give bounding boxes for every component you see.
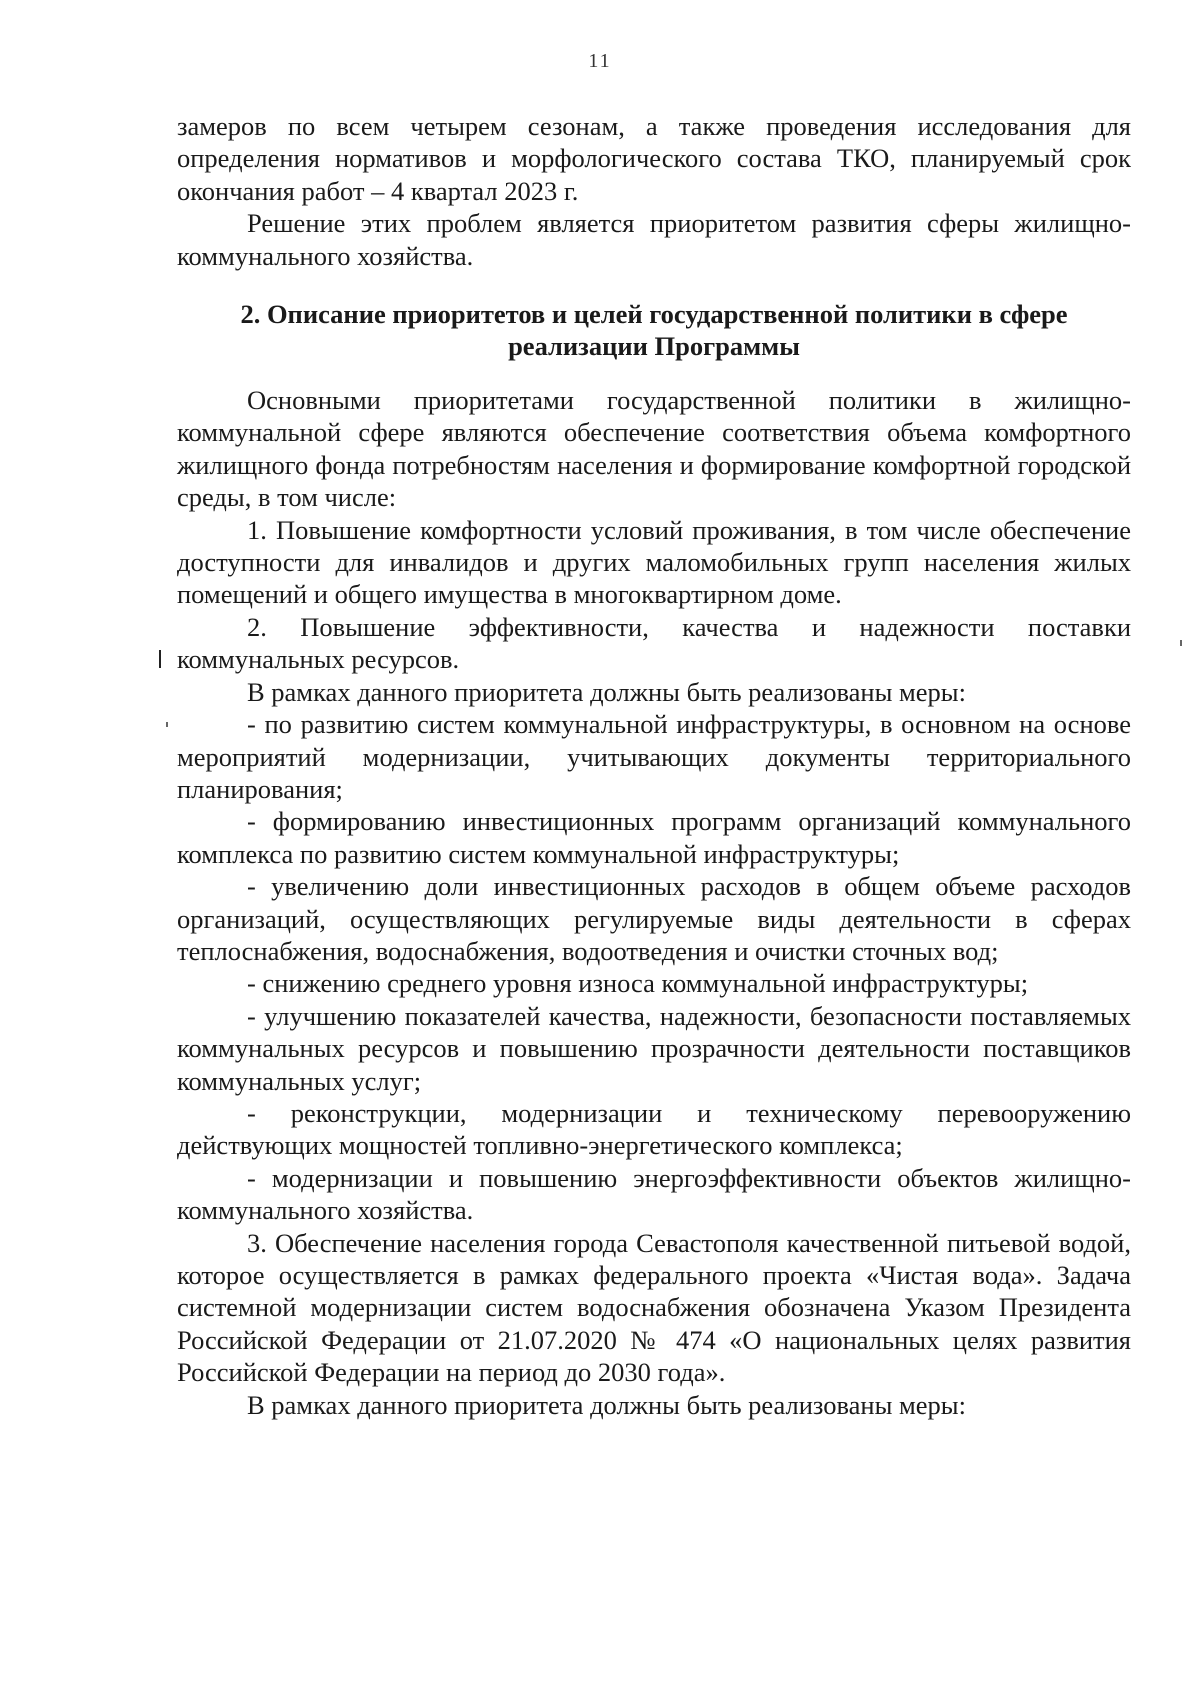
section-heading: 2. Описание приоритетов и целей государственной политики в сфере реализации Программы xyxy=(240,299,1068,362)
priority-item-1: 1. Повышение комфортности условий проживания, в том числе обеспечение доступности для инвалидов и других маломобильных групп населения жилых помещений и общего имущества в многоквартирном доме. xyxy=(177,514,1131,610)
list-item: - модернизации и повышению энергоэффективности объектов жилищно-коммунального хозяйства. xyxy=(177,1162,1131,1226)
list-item: - улучшению показателей качества, надежности, безопасности поставляемых коммунальных ресурсов и повышению прозрачности деятельности поставщиков коммунальных услуг; xyxy=(177,1000,1131,1096)
list-item: - по развитию систем коммунальной инфраструктуры, в основном на основе мероприятий модернизации, учитывающих документы территориального планирования; xyxy=(177,709,1131,804)
list-item: - формированию инвестиционных программ организаций коммунального комплекса по развитию систем коммунальной инфраструктуры; xyxy=(177,806,1131,869)
paragraph: Решение этих проблем является приоритетом развития сферы жилищно-коммунального хозяйства. xyxy=(177,208,1131,271)
list-item: - увеличению доли инвестиционных расходов в общем объеме расходов организаций, осуществляющих регулируемые виды деятельности в сферах теплоснабжения, водоснабжения, водоотведения и очистки сточных вод; xyxy=(177,871,1131,966)
paragraph: В рамках данного приоритета должны быть реализованы меры: xyxy=(247,1389,966,1420)
list-item: - реконструкции, модернизации и техническому перевооружению действующих мощностей топливно-энергетического комплекса; xyxy=(177,1097,1131,1161)
document-body xyxy=(177,110,1131,1421)
scan-artifact-mark xyxy=(166,722,168,727)
scan-artifact-mark xyxy=(1180,640,1182,646)
list-item: - снижению среднего уровня износа коммунальной инфраструктуры; xyxy=(247,968,1029,999)
paragraph: Основными приоритетами государственной политики в жилищно-коммунальной сфере являются обеспечение соответствия объема комфортного жилищного фонда потребностям населения и формирование комфортной городской среды, в том числе: xyxy=(177,385,1131,513)
scan-artifact-mark xyxy=(159,650,161,668)
priority-item-2: 2. Повышение эффективности, качества и надежности поставки коммунальных ресурсов. xyxy=(177,611,1131,675)
paragraph: В рамках данного приоритета должны быть реализованы меры: xyxy=(247,676,966,707)
paragraph: замеров по всем четырем сезонам, а также проведения исследования для определения нормативов и морфологического состава ТКО, планируемый срок окончания работ – 4 квартал 2023 г. xyxy=(177,111,1131,206)
page-number: 11 xyxy=(588,50,612,72)
priority-item-3: 3. Обеспечение населения города Севастополя качественной питьевой водой, которое осуществляется в рамках федерального проекта «Чистая вода». Задача системной модернизации систем водоснабжения обозначена Указом Президента Российской Федерации от 21.07.2020 № 474 «О национальных целях развития Российской Федерации на период до 2030 года». xyxy=(177,1227,1131,1388)
